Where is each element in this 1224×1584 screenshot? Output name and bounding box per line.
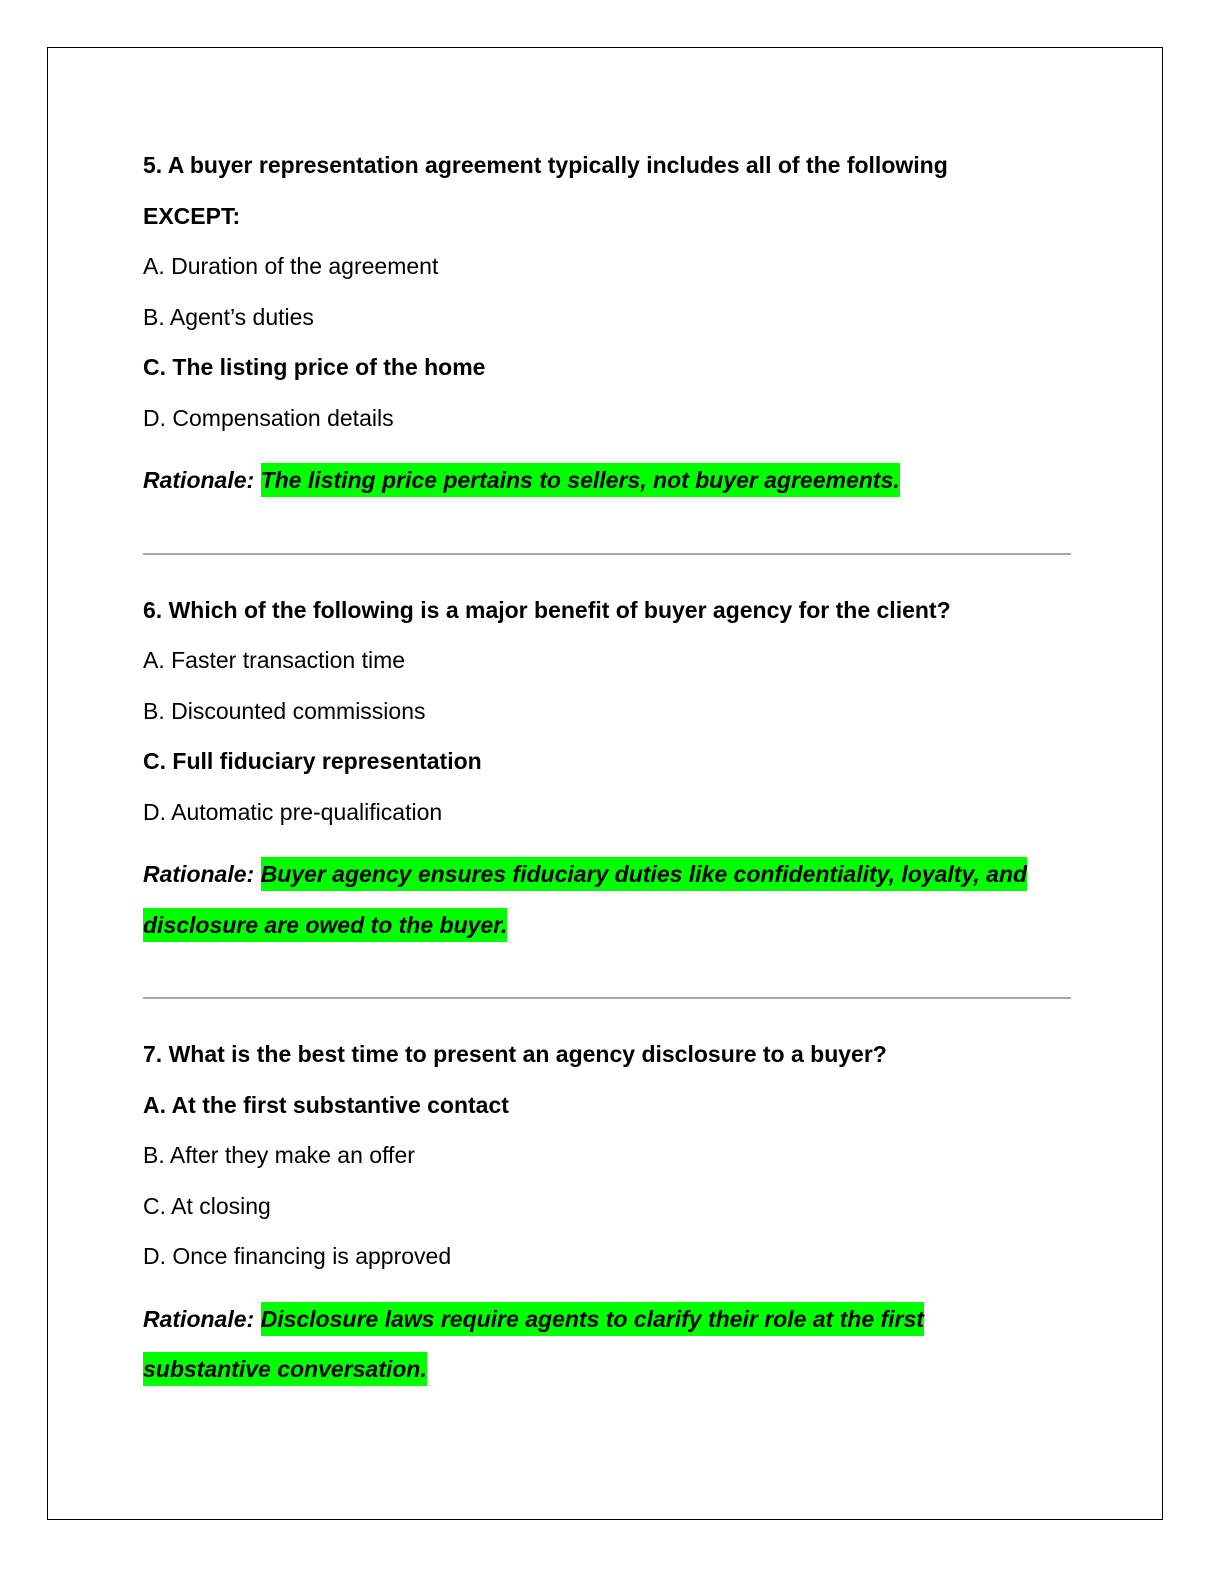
option-c-correct: C. Full fiduciary representation [143, 748, 482, 774]
document-content [143, 140, 1073, 1395]
option-c: C. At closing [143, 1192, 271, 1219]
option-c-correct: C. The listing price of the home [143, 354, 486, 380]
option-b: B. After they make an offer [143, 1142, 415, 1168]
rationale [143, 849, 1073, 950]
option-b: B. Agent’s duties [143, 303, 314, 330]
option-a: A. Faster transaction time [143, 647, 406, 673]
question-7 [143, 1029, 1073, 1395]
option-b: B. Discounted commissions [143, 697, 426, 724]
question-6 [143, 585, 1073, 951]
question-stem: 7. What is the best time to present an agency disclosure to a buyer? [143, 1041, 887, 1067]
rationale-label: Rationale: [143, 861, 255, 887]
rationale [143, 455, 1073, 506]
option-a: A. Duration of the agreement [143, 253, 439, 279]
rationale-text: Disclosure laws require agents to clarify their role at the first [261, 1302, 924, 1336]
rationale-text-continued: disclosure are owed to the buyer. [143, 908, 507, 942]
rationale-text-continued: substantive conversation. [143, 1352, 427, 1386]
question-stem-continued: EXCEPT: [143, 202, 241, 229]
question-stem: 5. A buyer representation agreement typically includes all of the following [143, 152, 948, 178]
option-a-correct: A. At the first substantive contact [143, 1091, 509, 1118]
rationale [143, 1294, 1073, 1395]
question-5 [143, 140, 1073, 506]
question-stem: 6. Which of the following is a major benefit of buyer agency for the client? [143, 596, 951, 623]
rationale-text: The listing price pertains to sellers, not buyer agreements. [261, 463, 900, 497]
rationale-label: Rationale: [143, 1305, 255, 1332]
option-d: D. Compensation details [143, 404, 394, 431]
option-d: D. Automatic pre-qualification [143, 798, 443, 825]
rationale-text: Buyer agency ensures fiduciary duties like confidentiality, loyalty, and [261, 857, 1027, 891]
rationale-label: Rationale: [143, 467, 255, 493]
section-divider [143, 553, 1071, 555]
section-divider [143, 997, 1071, 999]
option-d: D. Once financing is approved [143, 1243, 452, 1269]
